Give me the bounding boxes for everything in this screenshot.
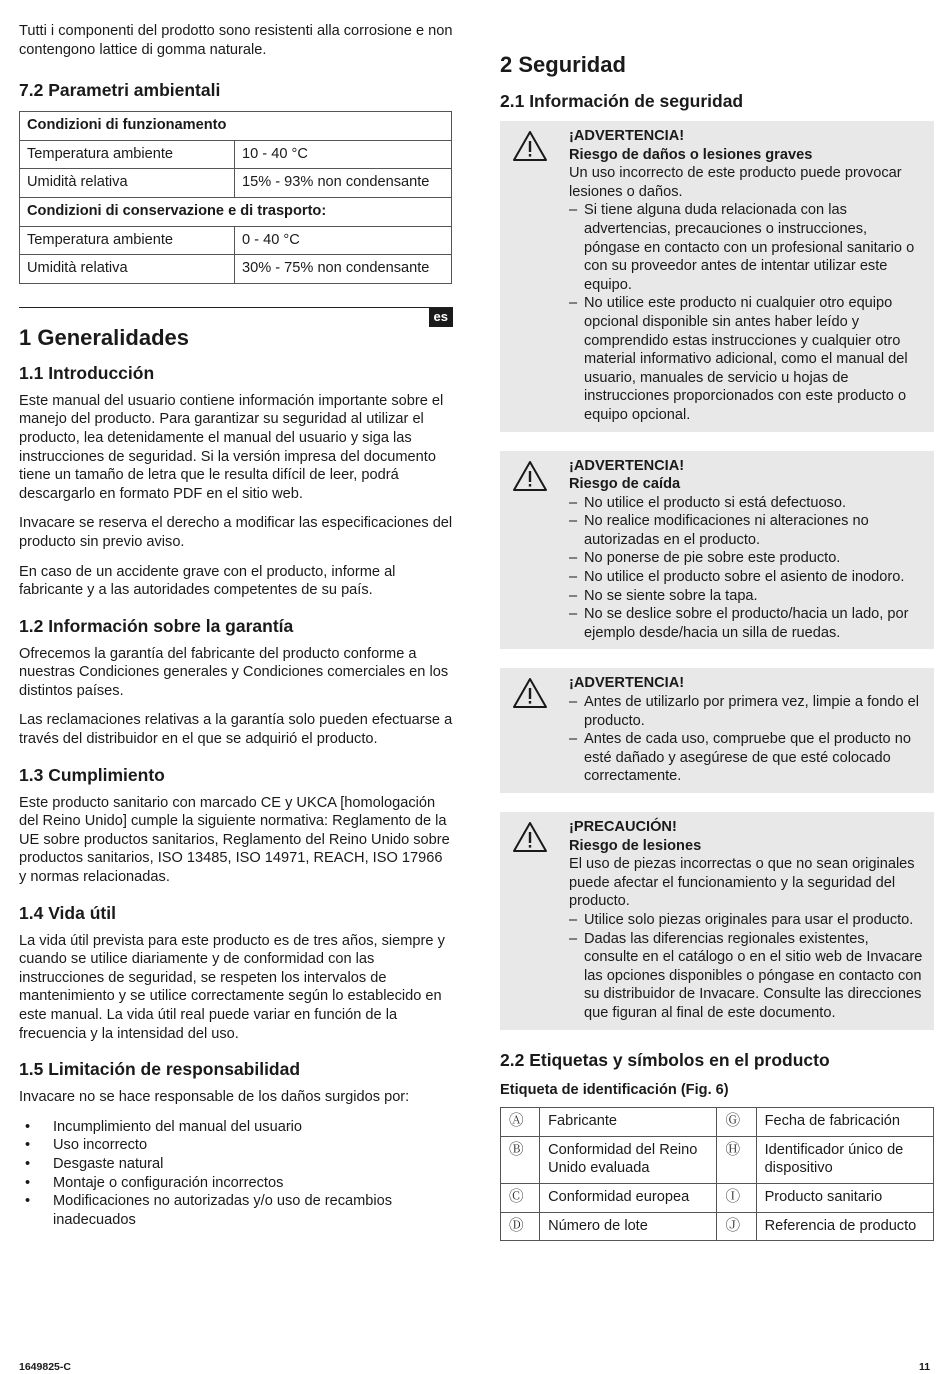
divider-line [19, 307, 453, 308]
label-description: Fabricante [540, 1108, 717, 1137]
notice-text: El uso de piezas incorrectas o que no sean originales puede afectar el funcionamiento y la seguridad del producto. [569, 856, 915, 910]
table-cell: Temperatura ambiente [20, 226, 235, 255]
table-cell: Temperatura ambiente [20, 140, 235, 169]
notice-title: ¡PRECAUCIÓN! [569, 819, 677, 835]
warning-triangle-icon [512, 821, 548, 853]
intro-paragraph-1: Este manual del usuario contiene información importante sobre el manejo del producto. Para garantizar su seguridad al utilizar el producto, lea detenidamente el manual del usuario y siga las instrucciones de seguridad. Si la versión impresa del documento tiene un tamaño de letra que le resulta difícil de leer, podrá descargarlo en formato PDF en el sitio web. [19, 392, 444, 502]
list-item-text: No se deslice sobre el producto/hacia un lado, por ejemplo desde/hacia un silla de ruedas. [584, 606, 909, 641]
dash: – [569, 694, 578, 711]
list-item-text: Modificaciones no autorizadas y/o uso de recambios inadecuados [53, 1193, 393, 1228]
notice-text: Un uso incorrecto de este producto puede provocar lesiones o daños. [569, 165, 902, 200]
list-item [569, 911, 926, 930]
bullet: • [25, 1174, 31, 1191]
table-cell: Umidità relativa [20, 169, 235, 198]
bullet: • [25, 1118, 31, 1135]
label-legend-table [500, 1107, 934, 1241]
id-label-caption: Etiqueta de identificación (Fig. 6) [500, 1081, 729, 1098]
notice-list [569, 911, 926, 1023]
table-row [20, 140, 452, 169]
chapter-1-title: 1 Generalidades [19, 324, 189, 350]
intro-paragraph: Tutti i componenti del prodotto sono resistenti alla corrosione e non contengono lattice di gomma naturale. [19, 23, 453, 58]
left-column [19, 22, 453, 1229]
list-item-text: No utilice el producto si está defectuoso. [584, 494, 847, 511]
warranty-paragraph-2: Las reclamaciones relativas a la garantía solo pueden efectuarse a través del distribuidor en el que se adquirió el producto. [19, 712, 453, 748]
list-item-text: Uso incorrecto [53, 1137, 148, 1154]
label-description: Fecha de fabricación [756, 1108, 933, 1137]
warning-triangle-icon [512, 130, 548, 162]
warning-notice-1 [500, 121, 934, 432]
table-row [20, 112, 452, 141]
list-item [19, 1192, 453, 1229]
table-cell: 0 - 40 °C [235, 226, 452, 255]
label-letter: Ⓐ [501, 1108, 540, 1137]
label-letter: Ⓒ [501, 1183, 540, 1212]
list-item [569, 693, 926, 730]
notice-list [569, 693, 926, 786]
dash: – [569, 295, 578, 312]
table-row [501, 1136, 934, 1183]
dash: – [569, 550, 578, 567]
intro-paragraph-3: En caso de un accidente grave con el producto, informe al fabricante y a las autoridades competentes de su país. [19, 563, 396, 599]
list-item-text: Desgaste natural [53, 1155, 164, 1172]
label-description: Conformidad del Reino Unido evaluada [540, 1136, 717, 1183]
label-letter: Ⓘ [717, 1183, 756, 1212]
table-cell: 15% - 93% non condensante [235, 169, 452, 198]
table-row [501, 1108, 934, 1137]
intro-paragraph-2: Invacare se reserva el derecho a modificar las especificaciones del producto sin previo aviso. [19, 515, 453, 550]
section-1-2-title: 1.2 Información sobre la garantía [19, 615, 294, 636]
list-item [569, 512, 926, 549]
list-item-text: Si tiene alguna duda relacionada con las advertencias, precauciones o instrucciones, póngase en contacto con un profesional sanitario o con su proveedor antes de intentar utilizar este equipo. [584, 202, 915, 293]
label-letter: Ⓖ [717, 1108, 756, 1137]
warning-notice-3 [500, 668, 934, 793]
section-7-2-title: 7.2 Parametri ambientali [19, 80, 221, 101]
document-number: 1649825-C [19, 1361, 71, 1373]
notice-list [569, 201, 926, 424]
bullet: • [25, 1193, 31, 1210]
operating-conditions-heading: Condizioni di funzionamento [20, 112, 452, 141]
label-description: Número de lote [540, 1212, 717, 1241]
bullet: • [25, 1137, 31, 1154]
table-row [20, 169, 452, 198]
table-cell: 10 - 40 °C [235, 140, 452, 169]
table-row [20, 226, 452, 255]
section-1-5-title: 1.5 Limitación de responsabilidad [19, 1059, 301, 1080]
notice-title: ¡ADVERTENCIA! [569, 457, 685, 474]
list-item-text: Antes de cada uso, compruebe que el producto no esté dañado y asegúrese de que esté colocado correctamente. [584, 731, 911, 785]
table-cell: Umidità relativa [20, 255, 235, 284]
dash: – [569, 911, 578, 928]
label-description: Producto sanitario [756, 1183, 933, 1212]
list-item [19, 1118, 453, 1137]
list-item [569, 549, 926, 568]
list-item-text: No utilice el producto sobre el asiento de inodoro. [584, 569, 905, 586]
list-item [569, 605, 926, 642]
list-item-text: No utilice este producto ni cualquier otro equipo opcional disponible sin antes haber leído y comprendido estas instrucciones y cualquier otro material informativo adicional, como el manual del usuario, manuales de servicio u hojas de instrucciones proporcionados con este producto o equipo opcional. [584, 295, 908, 423]
list-item [569, 587, 926, 606]
section-1-3-title: 1.3 Cumplimiento [19, 764, 165, 785]
environment-table [19, 111, 452, 284]
table-row [20, 197, 452, 226]
dash: – [569, 494, 578, 511]
list-item [569, 930, 926, 1023]
dash: – [569, 606, 578, 623]
notice-subtitle: Riesgo de daños o lesiones graves [569, 146, 813, 163]
notice-title: ¡ADVERTENCIA! [569, 675, 685, 692]
notice-subtitle: Riesgo de lesiones [569, 837, 702, 854]
caution-notice [500, 812, 934, 1030]
section-1-1-title: 1.1 Introducción [19, 362, 155, 383]
service-life-paragraph: La vida útil prevista para este producto es de tres años, siempre y cuando se utilice diariamente y de conformidad con las instrucciones de seguridad, se respeten los intervalos de mantenimiento y se utilice correctamente según lo establecido en este manual. La vida útil real puede variar en función de la frecuencia y la intensidad del uso. [19, 932, 445, 1042]
notice-list [569, 494, 926, 643]
liability-paragraph: Invacare no se hace responsable de los daños surgidos por: [19, 1089, 410, 1106]
list-item [19, 1155, 453, 1174]
notice-title: ¡ADVERTENCIA! [569, 128, 685, 144]
dash: – [569, 731, 578, 748]
list-item-text: Antes de utilizarlo por primera vez, limpie a fondo el producto. [584, 694, 920, 729]
compliance-paragraph: Este producto sanitario con marcado CE y UKCA [homologación del Reino Unido] cumple la siguiente normativa: Reglamento de la UE sobre productos sanitarios, Reglamento del Reino Unido sobre productos sanitarios, ISO 13485, ISO 14971, REACH, ISO 17966 y normas relacionadas. [19, 794, 450, 886]
list-item [569, 201, 926, 294]
list-item-text: No se siente sobre la tapa. [584, 587, 758, 604]
dash: – [569, 587, 578, 604]
chapter-2-title: 2 Seguridad [500, 52, 626, 77]
dash: – [569, 930, 578, 947]
list-item [569, 568, 926, 587]
table-row [20, 255, 452, 284]
label-letter: Ⓑ [501, 1136, 540, 1183]
list-item-text: No realice modificaciones ni alteraciones no autorizadas en el producto. [584, 513, 869, 548]
list-item [569, 494, 926, 513]
language-tag: es [429, 308, 453, 327]
warning-notice-2 [500, 451, 934, 650]
table-cell: 30% - 75% non condensante [235, 255, 452, 284]
list-item-text: Montaje o configuración incorrectos [53, 1174, 284, 1191]
list-item-text: No ponerse de pie sobre este producto. [584, 550, 841, 567]
list-item [19, 1136, 453, 1155]
list-item [569, 730, 926, 786]
storage-conditions-heading: Condizioni di conservazione e di trasporto: [20, 197, 452, 226]
liability-list [19, 1118, 453, 1230]
label-letter: Ⓗ [717, 1136, 756, 1183]
language-divider [19, 307, 453, 329]
bullet: • [25, 1155, 31, 1172]
label-letter: Ⓙ [717, 1212, 756, 1241]
list-item-text: Dadas las diferencias regionales existentes, consulte en el catálogo o en el sitio web de Invacare las opciones disponibles o póngase en contacto con su distribuidor de Invacare. Consulte las direcciones que figuran al final de este documento. [584, 930, 923, 1021]
list-item-text: Utilice solo piezas originales para usar el producto. [584, 911, 914, 928]
table-row [501, 1212, 934, 1241]
warning-triangle-icon [512, 460, 548, 492]
right-column [500, 52, 934, 1241]
list-item-text: Incumplimiento del manual del usuario [53, 1118, 303, 1135]
dash: – [569, 569, 578, 586]
section-2-1-title: 2.1 Información de seguridad [500, 91, 744, 111]
section-1-4-title: 1.4 Vida útil [19, 902, 116, 923]
notice-subtitle: Riesgo de caída [569, 476, 681, 493]
warning-triangle-icon [512, 677, 548, 709]
label-description: Identificador único de dispositivo [756, 1136, 933, 1183]
section-2-2-title: 2.2 Etiquetas y símbolos en el producto [500, 1049, 830, 1070]
list-item [19, 1174, 453, 1193]
list-item [569, 294, 926, 424]
table-row [501, 1183, 934, 1212]
label-description: Referencia de producto [756, 1212, 933, 1241]
label-letter: Ⓓ [501, 1212, 540, 1241]
page-number: 11 [919, 1361, 931, 1373]
dash: – [569, 202, 578, 219]
dash: – [569, 513, 578, 530]
label-description: Conformidad europea [540, 1183, 717, 1212]
warranty-paragraph-1: Ofrecemos la garantía del fabricante del producto conforme a nuestras Condiciones generales y Condiciones comerciales en los distintos países. [19, 645, 449, 699]
